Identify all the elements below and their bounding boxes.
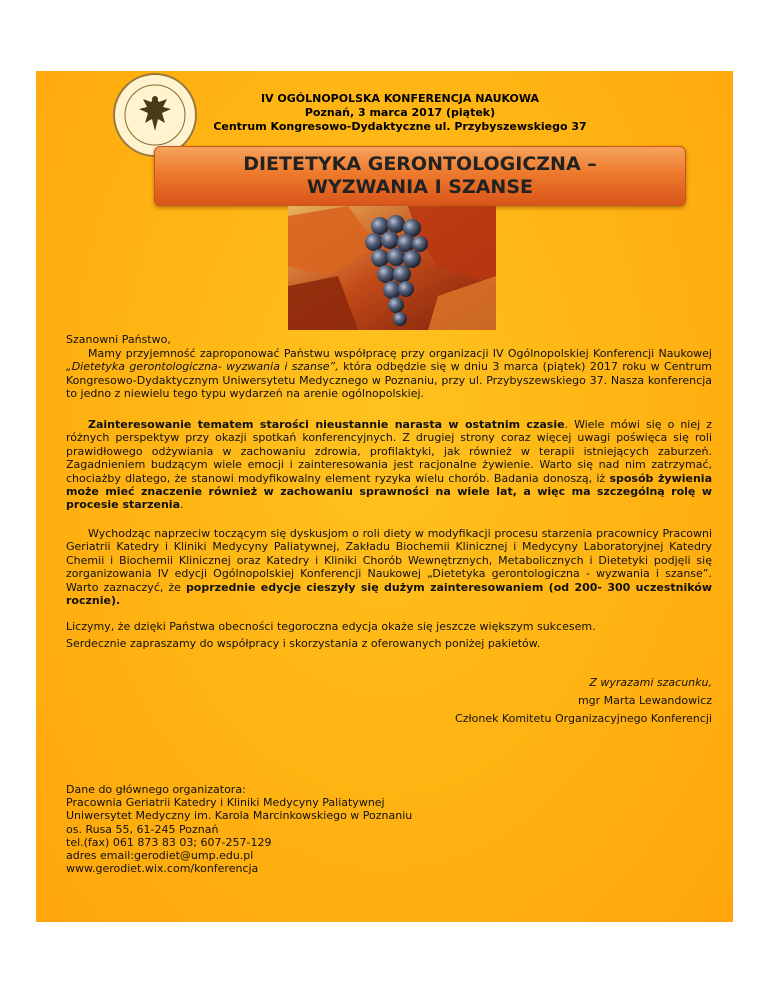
conference-title (155, 153, 685, 199)
grapes-photo (288, 206, 496, 330)
signature-role: Członek Komitetu Organizacyjnego Konferencji (455, 712, 712, 725)
topic-bold-2: sposób żywienia może mieć znaczenie również w zachowaniu sprawności na wiele lat, a więc ma szczególną rolę w procesie starzenia (66, 471, 712, 512)
topic-end: . (180, 498, 184, 512)
header-line-1: IV OGÓLNOPOLSKA KONFERENCJA NAUKOWA (260, 92, 540, 105)
title-line-2: WYZWANIA I SZANSE (306, 176, 533, 198)
topic-text: . Wiele mówi się o niej z różnych perspektyw przy okazji spotkań konferencyjnych. Z drugiej strony coraz więcej uwagi poświęca się roli prawidłowego odżywiania w zachowaniu zdrowia, profilaktyki, jak również w terapii istniejących zaburzeń. Zagadnieniem budzącym wiele emocji i zainteresowania jest racjonalne żywienie. Warto się nad nim zatrzymać, chociażby dlatego, że stanowi modyfikowalny element ryzyka wielu chorób. Badania donoszą, iż (66, 418, 713, 485)
organizer-unit: Pracownia Geriatrii Katedry i Kliniki Medycyny Paliatywnej (66, 796, 385, 810)
conference-header (190, 92, 610, 134)
closing-italic: Z wyrazami szacunku, (589, 676, 712, 689)
signature-closing (352, 676, 712, 689)
header-line-2: Poznań, 3 marca 2017 (piątek) (304, 106, 496, 119)
paragraph-organizers (66, 527, 712, 607)
organizer-phone: tel.(fax) 061 873 83 03; 607-257-129 (66, 835, 272, 849)
organizer-website: www.gerodiet.wix.com/konferencja (66, 862, 259, 876)
title-banner (154, 146, 686, 206)
organizer-heading: Dane do głównego organizatora: (66, 783, 246, 796)
intro-text-b: która odbędzie się w dniu 3 marca (piątek) 2017 roku w Centrum Kongresowo-Dydaktycznym Uniwersytetu Medycznego w Poznaniu, przy ul. Przybyszewskiego 37. Nasza konferencja to jedno z niewielu tego typu wydarzeń na arenie ogólnopolskiej. (66, 360, 713, 401)
organizer-address: os. Rusa 55, 61-245 Poznań (66, 822, 219, 836)
paragraph-invitation: Serdecznie zapraszamy do współpracy i skorzystania z oferowanych poniżej pakietów. (66, 637, 541, 650)
paragraph-hope: Liczymy, że dzięki Państwa obecności tegoroczna edycja okaże się jeszcze większym sukcesem. (66, 620, 596, 633)
organizer-email: adres email:gerodiet@ump.edu.pl (66, 849, 254, 863)
signature-name: mgr Marta Lewandowicz (577, 694, 712, 707)
organizers-bold: poprzednie edycje cieszyły się dużym zainteresowaniem (od 200- 300 uczestników rocznie). (66, 580, 712, 608)
organizer-university: Uniwersytet Medyczny im. Karola Marcinkowskiego w Poznaniu (66, 809, 413, 823)
organizers-text: Wychodząc naprzeciw toczącym się dyskusjom o roli diety w modyfikacji procesu starzenia pracownicy Pracowni Geriatrii Katedry i Kliniki Medycyny Paliatywnej, Zakładu Biochemii Klinicznej i Medycyny Laboratoryjnej Katedry Chemii i Biochemii Klinicznej oraz Katedry i Kliniki Chorób Wewnętrznych, Metabolicznych i Dietetyki podjęli się zorganizowania IV edycji Ogólnopolskiej Konferencji Naukowej „Dietetyka gerontologiczna - wyzwania i szanse”. Warto zaznaczyć, że (66, 527, 712, 594)
title-line-1: DIETETYKA GERONTOLOGICZNA – (243, 153, 597, 175)
greeting: Szanowni Państwo, (66, 333, 171, 346)
paragraph-topic (66, 418, 712, 512)
university-seal-logo (113, 73, 197, 157)
intro-text-a: Mamy przyjemność zaproponować Państwu współpracę przy organizacji IV Ogólnopolskiej Konferencji Naukowej (88, 347, 712, 360)
conference-name-italic: „Dietetyka gerontologiczna- wyzwania i szanse”, (66, 360, 339, 374)
organizer-details (66, 783, 712, 875)
paragraph-intro (66, 347, 712, 401)
header-line-3: Centrum Kongresowo-Dydaktyczne ul. Przybyszewskiego 37 (213, 120, 587, 133)
topic-bold-1: Zainteresowanie tematem starości nieustannie narasta w ostatnim czasie (88, 418, 565, 431)
